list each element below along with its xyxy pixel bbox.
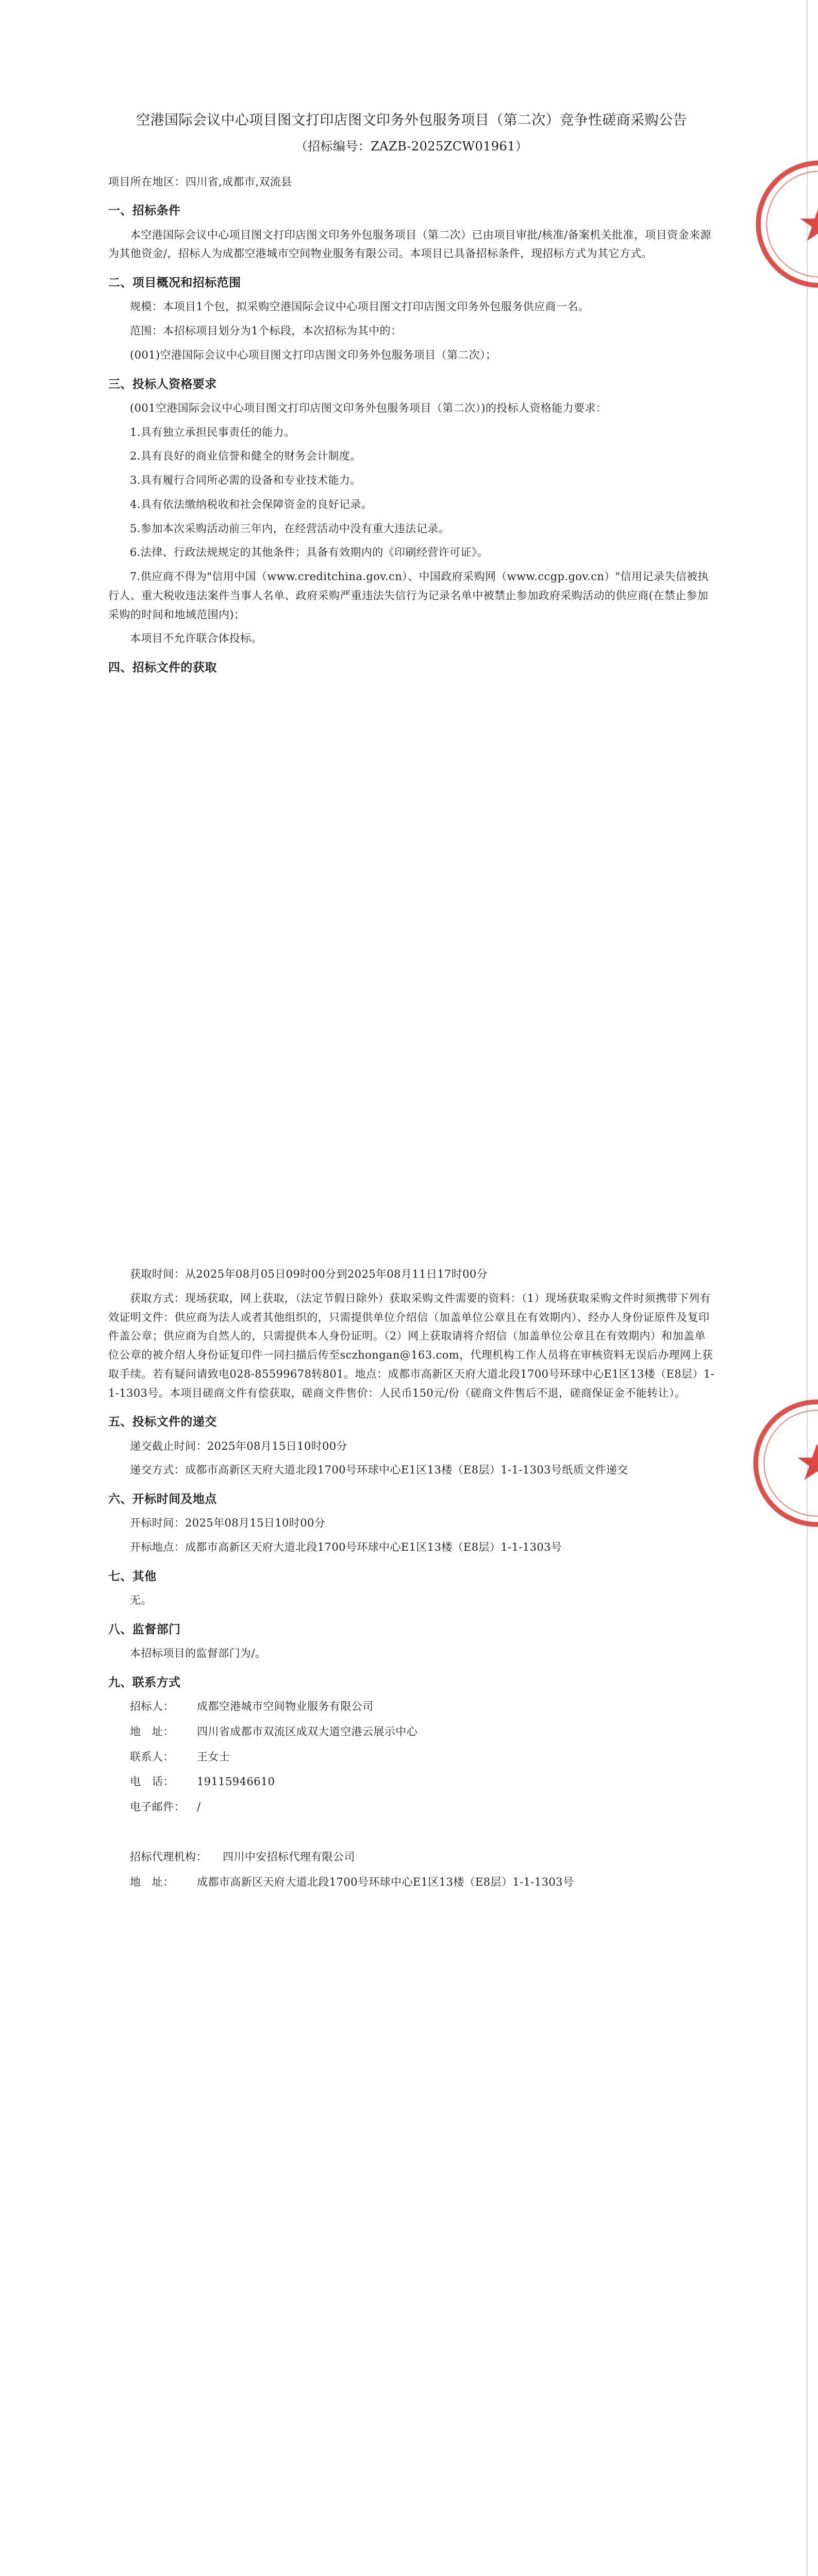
contact-label: 地 址： xyxy=(130,1725,174,1738)
contact-row xyxy=(130,1722,715,1741)
tender-number: （招标编号：ZAZB-2025ZCW01961） xyxy=(295,139,528,154)
contact-row xyxy=(130,1697,715,1716)
joint-venture-note: 本项目不允许联合体投标。 xyxy=(130,632,262,645)
contact-label: 招标人： xyxy=(130,1700,174,1713)
opening-time: 开标时间：2025年08月15日10时00分 xyxy=(130,1517,326,1530)
qualification-item: 7.供应商不得为"信用中国（www.creditchina.gov.cn）、中国政府采购网（www.ccgp.gov.cn）"信用记录失信被执行人、重大税收违法案件当事人名单、政府采购严重违法失信行为记录名单中被禁止参加政府采购活动的供应商(在禁止参加采购的时间和地域范围内)； xyxy=(108,570,709,621)
contact-label: 电子邮件： xyxy=(130,1801,185,1813)
contact-label: 招标代理机构： xyxy=(130,1850,207,1863)
contact-label: 电 话： xyxy=(130,1775,174,1788)
contact-row xyxy=(130,1748,715,1767)
contact-value: 19115946610 xyxy=(197,1775,275,1788)
submission-place: 递交方式：成都市高新区天府大道北段1700号环球中心E1区13楼（E8层）1-1-1303号纸质文件递交 xyxy=(130,1464,628,1477)
contact-row xyxy=(130,1873,715,1892)
contact-row xyxy=(130,1848,715,1867)
acquisition-method: 获取方式：现场获取，网上获取，（法定节假日除外）获取采购文件需要的资料：（1）现场获取采购文件时须携带下列有效证明文件：供应商为法人或者其他组织的，只需提供单位介绍信（加盖单位公章且在有效期内）、经办人身份证原件及复印件盖公章；供应商为自然人的，只需提供本人身份证明。（2）网上获取请将介绍信（加盖单位公章且在有效期内）和加盖单位公章的被介绍人身份证复印件一同扫描后传至sczhongan@163.com，代理机构工作人员将在审核资料无误后办理网上获取手续。若有疑问请致电028-85599678转801。地点：成都市高新区天府大道北段1700号环球中心E1区13楼（E8层）1-1-1303号。本项目磋商文件有偿获取，磋商文件售价：人民币150元/份（磋商文件售后不退，磋商保证金不能转让）。 xyxy=(108,1292,715,1399)
page-3 xyxy=(0,2313,818,2576)
section-heading-8: 八、监督部门 xyxy=(108,1622,181,1636)
qualification-item: 4.具有依法缴纳税收和社会保障资金的良好记录。 xyxy=(130,498,373,511)
contact-value: / xyxy=(197,1801,201,1813)
red-seal-stamp xyxy=(747,1394,818,1533)
section-3-intro: (001空港国际会议中心项目图文打印店图文印务外包服务项目（第二次）)的投标人资格能力要求： xyxy=(130,401,607,414)
qualification-item: 6.法律、行政法规规定的其他条件；具备有效期内的《印刷经营许可证》。 xyxy=(130,546,489,559)
contact-value: 四川省成都市双流区成双大道空港云展示中心 xyxy=(197,1725,418,1738)
page-2 xyxy=(0,1157,818,2313)
section-heading-5: 五、投标文件的递交 xyxy=(108,1415,217,1429)
section-heading-6: 六、开标时间及地点 xyxy=(108,1493,217,1506)
contact-value: 成都空港城市空间物业服务有限公司 xyxy=(197,1700,374,1713)
section-heading-1: 一、招标条件 xyxy=(108,204,181,218)
page-1 xyxy=(0,0,818,1157)
contact-value: 王女士 xyxy=(197,1750,230,1763)
section-heading-7: 七、其他 xyxy=(108,1569,157,1583)
contact-value: 四川中安招标代理有限公司 xyxy=(223,1850,355,1863)
section-heading-9: 九、联系方式 xyxy=(108,1675,181,1689)
contact-row xyxy=(130,1772,715,1791)
contact-label: 地 址： xyxy=(130,1875,174,1888)
supervision-body: 本招标项目的监督部门为/。 xyxy=(130,1647,266,1659)
qualification-item: 3.具有履行合同所必需的设备和专业技术能力。 xyxy=(130,474,361,487)
tenderee-contact xyxy=(108,1697,715,1817)
project-location: 项目所在地区：四川省,成都市,双流县 xyxy=(108,175,292,188)
section-2-lot: (001)空港国际会议中心项目图文打印店图文印务外包服务项目（第二次）； xyxy=(130,348,497,361)
section-heading-4: 四、招标文件的获取 xyxy=(108,661,217,675)
agency-contact xyxy=(108,1848,715,1892)
contact-row xyxy=(130,1798,715,1817)
acquisition-time: 获取时间：从2025年08月05日09时00分到2025年08月11日17时00分 xyxy=(130,1268,488,1280)
qualification-item: 5.参加本次采购活动前三年内，在经营活动中没有重大违法记录。 xyxy=(130,522,450,535)
section-2-scale: 规模：本项目1个包，拟采购空港国际会议中心项目图文打印店图文印务外包服务供应商一名。 xyxy=(130,300,590,313)
notice-title: 空港国际会议中心项目图文打印店图文印务外包服务项目（第二次）竞争性磋商采购公告 xyxy=(136,112,687,128)
contact-label: 联系人： xyxy=(130,1750,174,1763)
contact-value: 成都市高新区天府大道北段1700号环球中心E1区13楼（E8层）1-1-1303号 xyxy=(197,1875,574,1888)
qualification-item: 1.具有独立承担民事责任的能力。 xyxy=(130,426,295,438)
page-edge-line xyxy=(807,2313,808,2576)
section-heading-3: 三、投标人资格要求 xyxy=(108,377,217,391)
submission-deadline: 递交截止时间：2025年08月15日10时00分 xyxy=(130,1439,347,1452)
opening-place: 开标地点：成都市高新区天府大道北段1700号环球中心E1区13楼（E8层）1-1-1303号 xyxy=(130,1541,562,1553)
page-edge-line xyxy=(807,1157,808,2313)
section-heading-2: 二、项目概况和招标范围 xyxy=(108,276,241,290)
qualification-item: 2.具有良好的商业信誉和健全的财务会计制度。 xyxy=(130,450,361,463)
other-body: 无。 xyxy=(130,1594,152,1606)
section-1-body: 本空港国际会议中心项目图文打印店图文印务外包服务项目（第二次）已由项目审批/核准/备案机关批准，项目资金来源为其他资金/，招标人为成都空港城市空间物业服务有限公司。本项目已具备招标条件，现招标方式为其它方式。 xyxy=(108,228,711,260)
section-2-scope: 范围：本招标项目划分为1个标段，本次招标为其中的： xyxy=(130,325,402,337)
red-seal-stamp xyxy=(750,155,818,294)
